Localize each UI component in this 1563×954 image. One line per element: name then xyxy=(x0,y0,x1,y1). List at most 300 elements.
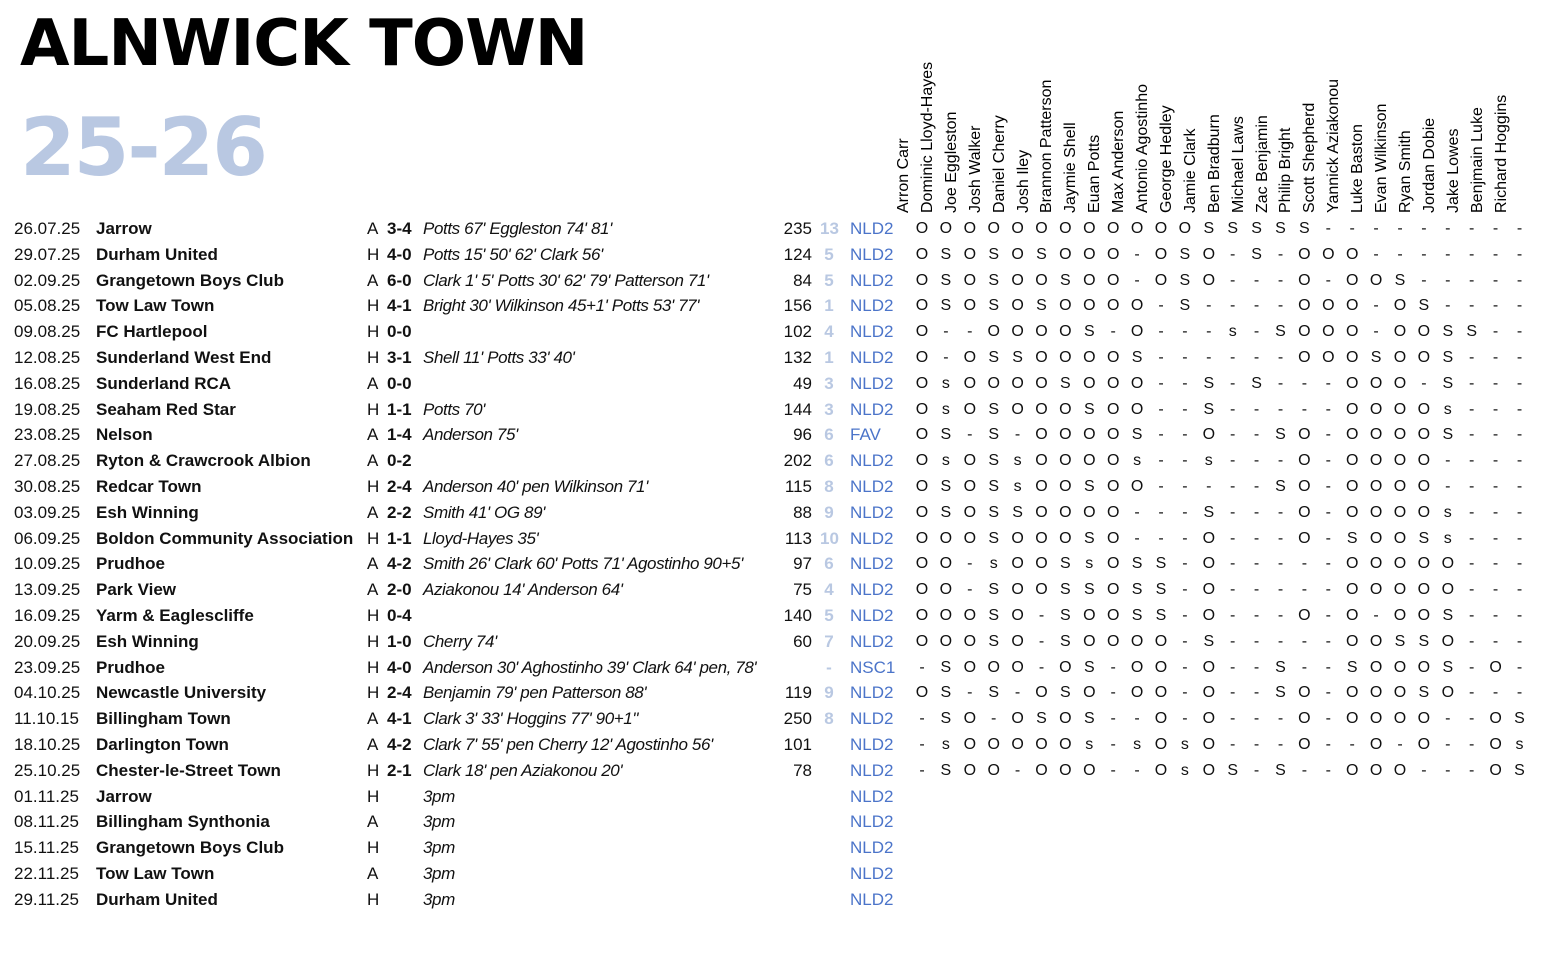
appearance-cell: - xyxy=(1516,606,1523,624)
appearance-cell: O xyxy=(1369,710,1383,728)
appearance-cell: S xyxy=(940,761,952,779)
appearance-cell: S xyxy=(1060,555,1071,573)
attendance-value: 113 xyxy=(784,528,812,548)
appearance-cell: S xyxy=(1442,374,1454,392)
appearance-cell: O xyxy=(1202,658,1216,676)
venue-code: H xyxy=(367,657,380,677)
appearance-cell: S xyxy=(1442,658,1454,676)
match-date: 25.10.25 xyxy=(14,760,81,780)
appearance-cell: - xyxy=(1301,761,1308,779)
match-date: 08.11.25 xyxy=(14,812,79,832)
appearance-cell: S xyxy=(940,245,952,263)
appearance-cell: O xyxy=(1393,400,1407,418)
appearance-cell: S xyxy=(1131,606,1143,624)
appearance-cell: - xyxy=(1469,271,1475,289)
appearance-cell: S xyxy=(940,503,952,521)
appearance-cell: - xyxy=(1134,245,1140,263)
appearance-cell: O xyxy=(1106,348,1120,366)
venue-code: H xyxy=(367,605,380,625)
attendance-value: 97 xyxy=(793,554,812,574)
appearance-cell: O xyxy=(1202,529,1216,547)
appearance-cell: O xyxy=(1011,555,1024,573)
appearance-cell: O xyxy=(1035,529,1048,547)
appearance-cell: O xyxy=(963,735,977,753)
appearance-cell: - xyxy=(1158,297,1164,315)
fixture-row xyxy=(0,784,1563,810)
appearance-cell: O xyxy=(1035,452,1048,470)
appearance-cell: - xyxy=(1469,297,1475,315)
appearance-cell: O xyxy=(1106,477,1120,495)
venue-code: A xyxy=(367,554,379,574)
fixture-row xyxy=(0,474,1563,500)
appearance-cell: - xyxy=(1253,581,1260,599)
appearance-cell: O xyxy=(1489,658,1502,676)
match-date: 18.10.25 xyxy=(14,734,81,754)
appearance-cell: S xyxy=(1514,761,1525,779)
appearance-cell: s xyxy=(1443,529,1452,547)
player-name-label: Benjmain Luke xyxy=(1468,107,1486,213)
competition-code: NLD2 xyxy=(850,889,894,909)
fixture-row xyxy=(0,500,1563,526)
match-score: 4-0 xyxy=(387,657,412,677)
appearance-cell: O xyxy=(1369,529,1383,547)
appearance-cell: O xyxy=(1298,297,1311,315)
appearance-cell: S xyxy=(940,684,952,702)
appearance-cell: O xyxy=(1011,529,1024,547)
appearance-cell: O xyxy=(915,555,929,573)
appearance-cell: O xyxy=(1154,761,1168,779)
appearance-cell: S xyxy=(940,710,952,728)
appearance-cell: O xyxy=(1083,684,1096,702)
appearance-cell: - xyxy=(1253,658,1260,676)
appearance-cell: - xyxy=(1492,581,1499,599)
appearance-cell: O xyxy=(1393,452,1407,470)
appearance-cell: - xyxy=(919,710,925,728)
league-position: 9 xyxy=(824,502,834,522)
appearance-cell: O xyxy=(1298,271,1311,289)
appearance-cell: S xyxy=(1179,271,1191,289)
opponent-name: Park View xyxy=(96,580,177,600)
appearance-cell: O xyxy=(1011,297,1024,315)
venue-code: A xyxy=(367,709,379,729)
appearance-cell: - xyxy=(1373,220,1379,237)
venue-code: A xyxy=(367,580,379,600)
appearance-cell: - xyxy=(1469,503,1475,521)
appearance-cell: - xyxy=(1469,684,1475,702)
scorers-text: Clark 7' 55' pen Cherry 12' Agostinho 56' xyxy=(423,734,713,754)
appearance-cell: O xyxy=(1059,735,1072,753)
appearance-cell: O xyxy=(1345,555,1359,573)
season-label: 25-26 xyxy=(20,101,266,194)
fixture-row xyxy=(0,809,1563,835)
appearance-cell: S xyxy=(1036,710,1047,728)
match-score: 1-1 xyxy=(387,399,412,419)
appearance-cell: - xyxy=(1516,374,1523,392)
fixture-row xyxy=(0,293,1563,319)
appearance-cell: - xyxy=(1038,658,1045,676)
appearance-cell: O xyxy=(963,374,977,392)
appearance-cell: - xyxy=(1492,245,1499,263)
appearance-cell: S xyxy=(1251,374,1262,392)
appearance-cell: - xyxy=(1253,400,1260,418)
appearance-cell: O xyxy=(963,297,977,315)
competition-code: NLD2 xyxy=(850,786,894,806)
opponent-name: Darlington Town xyxy=(96,734,229,754)
appearance-cell: O xyxy=(1106,452,1120,470)
appearance-cell: - xyxy=(1516,503,1523,521)
appearance-cell: - xyxy=(1182,581,1188,599)
appearance-cell: - xyxy=(1182,658,1188,676)
attendance-value: 156 xyxy=(783,296,812,316)
appearance-cell: O xyxy=(1345,348,1359,366)
appearance-cell: S xyxy=(1083,477,1095,495)
appearance-cell: O xyxy=(1393,529,1407,547)
appearance-cell: S xyxy=(988,452,1000,470)
appearance-cell: - xyxy=(1158,374,1164,392)
appearance-cell: S xyxy=(1203,220,1215,237)
player-name-label: Jamie Clark xyxy=(1181,128,1199,213)
appearance-cell: - xyxy=(1182,529,1188,547)
league-position: 5 xyxy=(824,244,834,264)
appearance-cell: O xyxy=(1130,477,1144,495)
appearance-cell: - xyxy=(1230,374,1236,392)
appearance-cell: S xyxy=(988,529,1000,547)
appearance-cell: - xyxy=(1110,761,1116,779)
appearance-cell: S xyxy=(1083,323,1095,341)
appearance-cell: - xyxy=(967,684,973,702)
venue-code: A xyxy=(367,863,379,883)
appearance-cell: - xyxy=(1182,374,1188,392)
appearance-cell: - xyxy=(1253,452,1260,470)
appearance-cell: - xyxy=(1325,735,1331,753)
club-title: ALNWICK TOWN xyxy=(20,7,588,81)
venue-code: H xyxy=(367,347,380,367)
appearance-cell: S xyxy=(1083,529,1095,547)
appearance-cell: O xyxy=(1083,245,1096,263)
appearance-cell: S xyxy=(988,503,1000,521)
appearance-cell: - xyxy=(1230,348,1236,366)
appearance-cell: S xyxy=(1036,245,1047,263)
appearance-cell: - xyxy=(1373,606,1379,624)
player-name-label: Daniel Cherry xyxy=(990,115,1008,213)
scorers-text: Clark 1' 5' Potts 30' 62' 79' Patterson 71' xyxy=(423,270,709,290)
venue-code: A xyxy=(367,425,379,445)
appearance-cell: - xyxy=(1516,297,1523,315)
match-score: 4-0 xyxy=(387,244,412,264)
appearance-cell: O xyxy=(1011,735,1024,753)
scorers-text: Clark 3' 33' Hoggins 77' 90+1" xyxy=(423,709,638,729)
appearance-cell: O xyxy=(1369,426,1383,444)
appearance-cell: - xyxy=(1325,529,1331,547)
appearance-cell: O xyxy=(1154,245,1168,263)
opponent-name: Esh Winning xyxy=(96,502,199,522)
player-name-label: Zac Benjamin xyxy=(1253,115,1271,213)
appearance-cell: O xyxy=(1059,529,1072,547)
appearance-cell: O xyxy=(987,735,1000,753)
appearance-cell: - xyxy=(1492,220,1499,237)
venue-code: H xyxy=(367,631,380,651)
appearance-cell: - xyxy=(1469,555,1475,573)
fixture-row xyxy=(0,629,1563,655)
appearance-cell: O xyxy=(1298,477,1311,495)
league-position: 13 xyxy=(820,219,839,238)
appearance-cell: O xyxy=(1345,503,1359,521)
appearance-cell: s xyxy=(1013,477,1022,495)
appearance-cell: - xyxy=(1516,477,1523,495)
player-name-label: Michael Laws xyxy=(1229,116,1247,213)
appearance-cell: - xyxy=(1206,477,1212,495)
appearance-cell: - xyxy=(1373,323,1379,341)
appearance-cell: - xyxy=(1158,426,1164,444)
scorers-text: Benjamin 79' pen Patterson 88' xyxy=(423,683,647,703)
competition-code: NLD2 xyxy=(850,760,894,780)
appearance-cell: O xyxy=(1417,581,1431,599)
appearance-cell: O xyxy=(987,323,1000,341)
opponent-name: Seaham Red Star xyxy=(96,399,236,419)
appearance-cell: - xyxy=(1158,348,1164,366)
competition-code: NLD2 xyxy=(850,528,894,548)
appearance-cell: - xyxy=(1325,658,1331,676)
fixtures-table xyxy=(0,216,1563,913)
league-position: 1 xyxy=(824,296,834,316)
league-position: - xyxy=(826,657,832,677)
appearance-cell: O xyxy=(1059,477,1072,495)
league-position: 1 xyxy=(824,347,834,367)
appearance-cell: - xyxy=(1469,245,1475,263)
appearance-cell: O xyxy=(1369,581,1383,599)
match-score: 0-0 xyxy=(387,322,412,342)
appearance-cell: S xyxy=(1418,632,1430,650)
appearance-cell: - xyxy=(1325,555,1331,573)
appearance-cell: O xyxy=(1345,632,1359,650)
opponent-name: Jarrow xyxy=(96,786,152,806)
appearance-cell: O xyxy=(1035,426,1048,444)
appearance-cell: S xyxy=(1060,271,1071,289)
appearance-cell: O xyxy=(1106,426,1120,444)
appearance-cell: - xyxy=(1253,761,1260,779)
appearance-cell: s xyxy=(1515,735,1524,753)
league-position: 5 xyxy=(824,270,834,290)
appearance-cell: O xyxy=(1011,581,1024,599)
appearance-cell: O xyxy=(1059,503,1072,521)
appearance-cell: O xyxy=(963,761,977,779)
appearance-cell: - xyxy=(1206,297,1212,315)
match-date: 23.09.25 xyxy=(14,657,81,677)
appearance-cell: - xyxy=(1397,735,1403,753)
league-position: 3 xyxy=(824,373,834,393)
venue-code: H xyxy=(367,244,380,264)
fixture-row xyxy=(0,706,1563,732)
appearance-cell: - xyxy=(1516,529,1523,547)
venue-code: H xyxy=(367,838,380,858)
appearance-cell: S xyxy=(1155,555,1167,573)
league-position: 8 xyxy=(824,476,834,496)
appearance-cell: O xyxy=(1083,426,1096,444)
appearance-cell: O xyxy=(1154,271,1168,289)
appearance-cell: - xyxy=(1492,323,1499,341)
player-name-label: Ryan Smith xyxy=(1396,130,1414,213)
appearance-cell: S xyxy=(1131,555,1143,573)
appearance-cell: S xyxy=(1394,632,1406,650)
appearance-cell: O xyxy=(1322,323,1335,341)
appearance-cell: O xyxy=(915,606,929,624)
appearance-cell: - xyxy=(1516,581,1523,599)
appearance-cell: S xyxy=(1275,477,1286,495)
appearance-cell: - xyxy=(1325,374,1331,392)
appearance-cell: S xyxy=(1299,220,1310,237)
appearance-cell: O xyxy=(1417,323,1431,341)
attendance-value: 75 xyxy=(793,580,812,600)
opponent-name: Tow Law Town xyxy=(96,863,215,883)
appearance-cell: O xyxy=(1011,220,1024,237)
opponent-name: Prudhoe xyxy=(96,554,165,574)
appearance-cell: - xyxy=(1230,735,1236,753)
opponent-name: Redcar Town xyxy=(96,476,202,496)
appearance-cell: - xyxy=(943,348,949,366)
appearance-cell: S xyxy=(1036,297,1047,315)
fixture-row xyxy=(0,422,1563,448)
appearance-cell: - xyxy=(1516,271,1523,289)
appearance-cell: O xyxy=(1083,503,1096,521)
appearance-cell: s xyxy=(1085,735,1094,753)
appearance-cell: - xyxy=(1230,271,1236,289)
appearance-cell: O xyxy=(1369,658,1383,676)
appearance-cell: - xyxy=(1469,761,1475,779)
match-date: 02.09.25 xyxy=(14,270,81,290)
appearance-cell: O xyxy=(1059,297,1072,315)
appearance-cell: - xyxy=(1469,735,1475,753)
appearance-cell: - xyxy=(991,710,997,728)
appearance-cell: - xyxy=(1182,348,1188,366)
appearance-cell: - xyxy=(1469,632,1475,650)
fixture-row xyxy=(0,758,1563,784)
competition-code: NLD2 xyxy=(850,451,894,471)
appearance-cell: O xyxy=(1369,761,1383,779)
appearance-cell: - xyxy=(1301,555,1308,573)
appearance-cell: - xyxy=(1206,348,1212,366)
appearance-cell: - xyxy=(1373,297,1379,315)
venue-code: A xyxy=(367,373,379,393)
appearance-cell: - xyxy=(1492,426,1499,444)
appearance-cell: s xyxy=(941,400,950,418)
competition-code: NLD2 xyxy=(850,219,894,238)
appearance-cell: O xyxy=(1393,426,1407,444)
competition-code: NLD2 xyxy=(850,270,894,290)
appearance-cell: - xyxy=(1325,606,1331,624)
opponent-name: Grangetown Boys Club xyxy=(96,270,284,290)
appearance-cell: O xyxy=(963,348,977,366)
appearance-cell: - xyxy=(1301,632,1308,650)
appearance-cell: S xyxy=(1275,323,1286,341)
appearance-cell: S xyxy=(1131,348,1143,366)
appearance-cell: - xyxy=(1325,452,1331,470)
match-score: 4-2 xyxy=(387,734,412,754)
appearance-cell: O xyxy=(1130,323,1144,341)
match-date: 27.08.25 xyxy=(14,451,81,471)
appearance-cell: - xyxy=(1182,555,1188,573)
appearance-cell: s xyxy=(1180,735,1189,753)
appearance-cell: O xyxy=(1130,658,1144,676)
appearance-cell: O xyxy=(1417,503,1431,521)
appearance-cell: - xyxy=(1301,400,1308,418)
player-name-label: Richard Hoggins xyxy=(1492,94,1510,213)
appearance-cell: O xyxy=(1035,581,1048,599)
match-score: 2-0 xyxy=(387,580,412,600)
appearance-cell: - xyxy=(1182,477,1188,495)
appearance-cell: S xyxy=(1442,323,1454,341)
appearance-cell: O xyxy=(1393,348,1407,366)
appearance-cell: O xyxy=(1489,761,1502,779)
appearance-cell: O xyxy=(987,374,1000,392)
appearance-cell: - xyxy=(1182,503,1188,521)
appearance-cell: O xyxy=(963,400,977,418)
appearance-cell: - xyxy=(1445,271,1451,289)
appearance-cell: O xyxy=(1202,245,1216,263)
appearance-cell: - xyxy=(1253,606,1260,624)
appearance-cell: O xyxy=(1202,606,1216,624)
attendance-value: 96 xyxy=(793,425,812,445)
competition-code: NLD2 xyxy=(850,812,894,832)
appearance-cell: - xyxy=(1325,271,1331,289)
scorers-text: Smith 41' OG 89' xyxy=(423,502,545,522)
scorers-text: Potts 67' Eggleston 74' 81' xyxy=(423,219,612,238)
appearance-cell: O xyxy=(1393,297,1407,315)
fixture-row xyxy=(0,345,1563,371)
appearance-cell: - xyxy=(1445,245,1451,263)
appearance-cell: - xyxy=(1182,710,1188,728)
appearance-cell: S xyxy=(1060,632,1071,650)
appearance-cell: O xyxy=(1106,581,1120,599)
appearance-cell: - xyxy=(1014,761,1021,779)
appearance-cell: - xyxy=(1397,245,1403,263)
appearance-cell: O xyxy=(915,503,929,521)
appearance-cell: - xyxy=(1301,581,1308,599)
appearance-cell: - xyxy=(1325,761,1331,779)
appearance-cell: O xyxy=(915,477,929,495)
appearance-cell: O xyxy=(1393,581,1407,599)
opponent-name: Newcastle University xyxy=(96,683,267,703)
attendance-value: 101 xyxy=(783,734,812,754)
scorers-text: 3pm xyxy=(423,863,455,883)
player-name-label: Philip Bright xyxy=(1277,127,1295,213)
appearance-cell: - xyxy=(1445,477,1451,495)
appearance-cell: - xyxy=(1277,632,1284,650)
player-name-label: Luke Baston xyxy=(1349,124,1367,213)
appearance-cell: O xyxy=(963,710,977,728)
appearance-cell: - xyxy=(1134,503,1140,521)
appearance-cell: S xyxy=(1203,632,1215,650)
appearance-cell: S xyxy=(988,245,1000,263)
appearance-cell: - xyxy=(1445,761,1451,779)
appearance-cell: - xyxy=(1158,503,1164,521)
appearance-cell: - xyxy=(919,735,925,753)
appearance-cell: S xyxy=(1394,271,1406,289)
appearance-cell: O xyxy=(1345,477,1359,495)
fixture-row xyxy=(0,680,1563,706)
appearance-cell: - xyxy=(1230,606,1236,624)
appearance-cell: O xyxy=(963,271,977,289)
appearance-cell: O xyxy=(1106,606,1120,624)
appearance-cell: O xyxy=(1011,271,1024,289)
match-score: 3-1 xyxy=(387,347,412,367)
appearance-cell: - xyxy=(1253,477,1260,495)
appearance-cell: - xyxy=(1230,400,1236,418)
appearance-cell: S xyxy=(1179,297,1191,315)
venue-code: H xyxy=(367,760,380,780)
appearance-cell: O xyxy=(1130,220,1144,237)
appearance-cell: - xyxy=(1014,426,1021,444)
appearance-cell: O xyxy=(1130,297,1144,315)
